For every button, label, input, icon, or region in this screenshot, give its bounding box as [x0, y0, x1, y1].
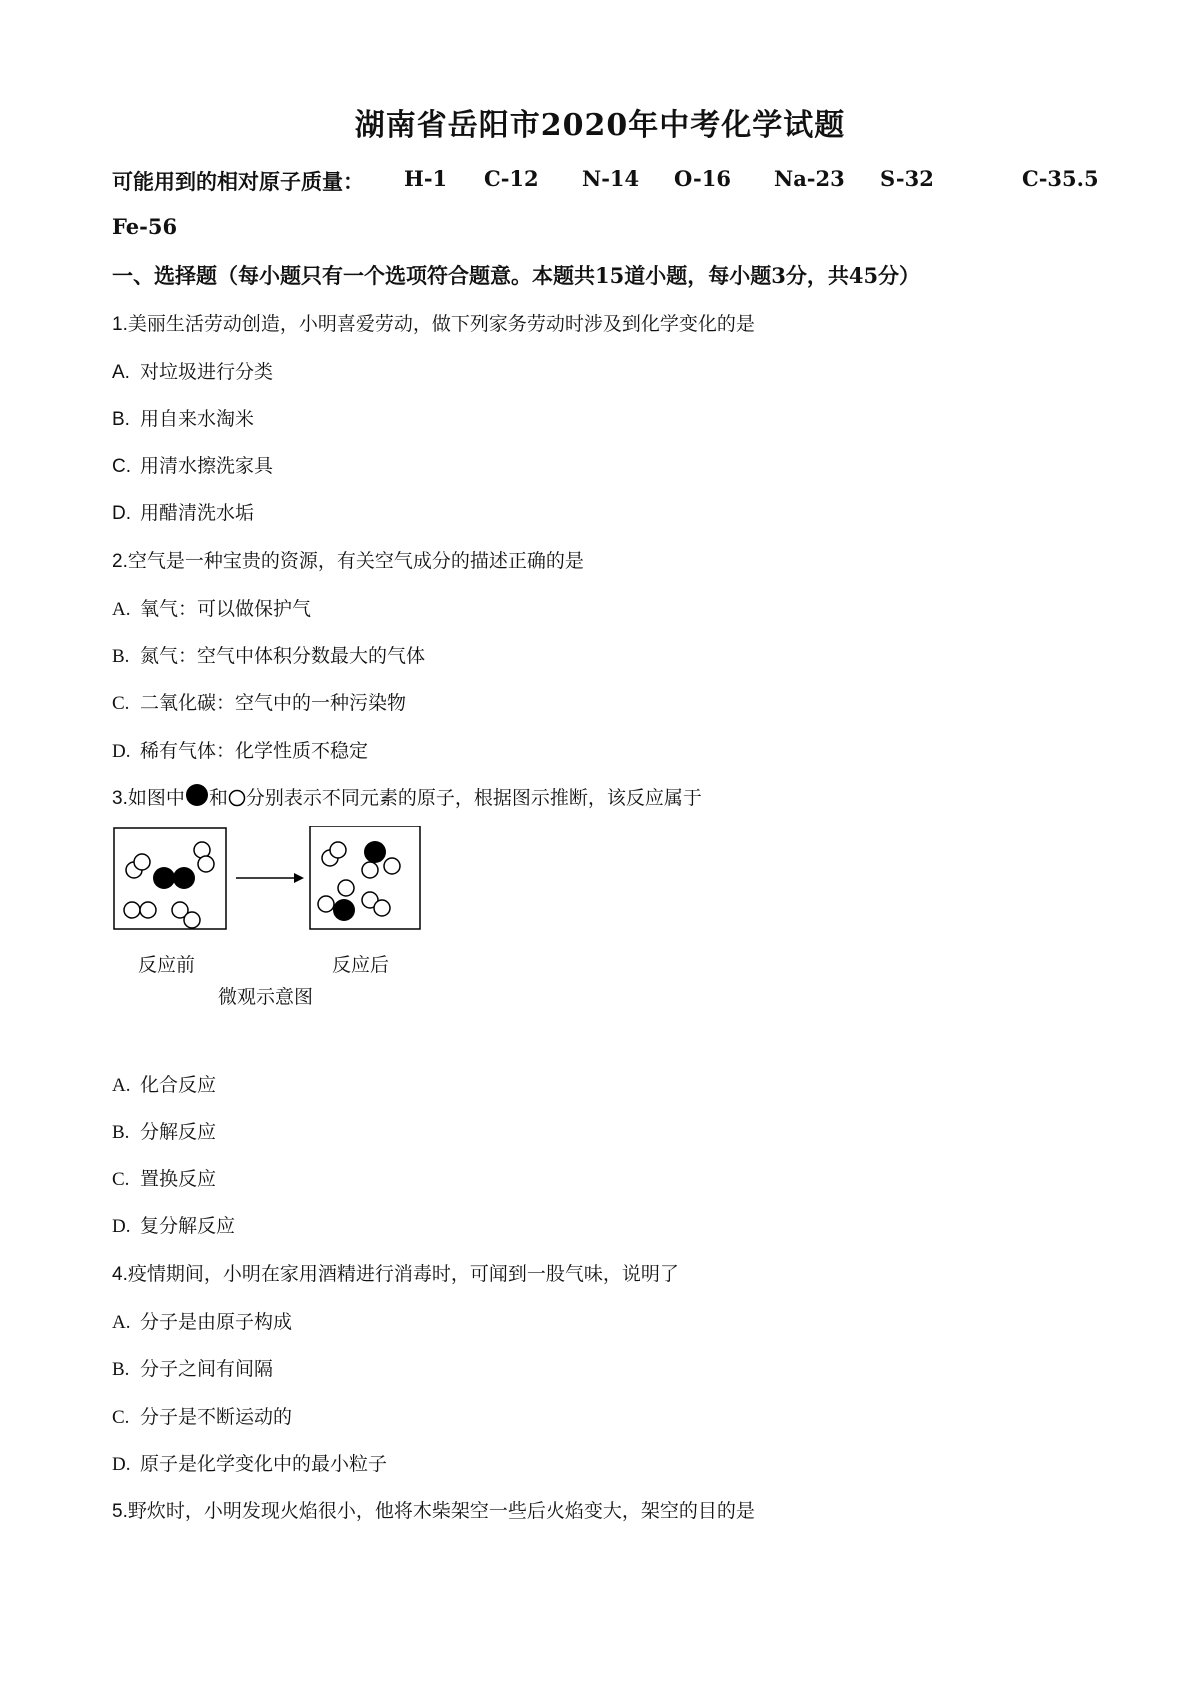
white-atom [124, 902, 140, 918]
question-1 [112, 309, 755, 336]
option-text: 分子是不断运动的 [140, 1406, 293, 1428]
atomic-mass-item: C-12 [484, 166, 539, 191]
white-atom [134, 854, 150, 870]
atomic-mass-label: 可能用到的相对原子质量： [112, 169, 364, 194]
question-number: 4. [112, 1264, 128, 1285]
atomic-mass-item: Fe-56 [112, 214, 178, 239]
option-label: B. [112, 646, 130, 667]
option-b[interactable] [112, 404, 254, 431]
option-label: B. [112, 1122, 130, 1143]
option-a[interactable] [112, 1307, 292, 1334]
question-text: 美丽生活劳动创造，小明喜爱劳动，做下列家务劳动时涉及到化学变化的是 [127, 313, 755, 335]
option-label: D. [112, 741, 131, 762]
option-label: A. [112, 362, 130, 383]
question-text: 和 [208, 787, 228, 809]
arrow-head [294, 873, 304, 883]
question-number: 3. [112, 788, 128, 809]
white-atom-icon [228, 789, 246, 807]
option-b[interactable] [112, 641, 425, 668]
black-atom [153, 867, 175, 889]
white-atom [198, 856, 214, 872]
white-atom [330, 842, 346, 858]
atomic-mass-item: H-1 [404, 166, 448, 191]
option-text: 原子是化学变化中的最小粒子 [140, 1453, 388, 1475]
figure-caption: 微观示意图 [218, 987, 314, 1008]
option-c[interactable] [112, 1402, 292, 1429]
option-c[interactable] [112, 688, 406, 715]
option-text: 分解反应 [140, 1121, 217, 1143]
black-atom [173, 867, 195, 889]
option-text: 对垃圾进行分类 [140, 361, 274, 383]
page-title: 湖南省岳阳市2020年中考化学试题 [354, 108, 846, 143]
before-label: 反应前 [138, 955, 196, 976]
option-label: B. [112, 409, 130, 430]
question-number: 5. [112, 1501, 128, 1522]
white-atom [374, 900, 390, 916]
white-atom [318, 896, 334, 912]
question-4 [112, 1259, 679, 1286]
question-text: 野炊时，小明发现火焰很小，他将木柴架空一些后火焰变大，架空的目的是 [127, 1500, 755, 1522]
option-a[interactable] [112, 357, 273, 384]
option-d[interactable] [112, 736, 368, 763]
option-text: 化合反应 [140, 1074, 217, 1096]
white-atom [384, 858, 400, 874]
atomic-mass-item: S-32 [880, 166, 934, 191]
black-atom [364, 841, 386, 863]
white-atom [338, 880, 354, 896]
question-number: 1. [112, 314, 128, 335]
option-label: C. [112, 1407, 130, 1428]
option-label: A. [112, 1075, 131, 1096]
option-label: C. [112, 1169, 130, 1190]
question-text: 分别表示不同元素的原子，根据图示推断，该反应属于 [245, 787, 702, 809]
option-label: D. [112, 1454, 131, 1475]
option-text: 氧气：可以做保护气 [140, 598, 312, 620]
option-label: D. [112, 503, 131, 524]
option-a[interactable] [112, 594, 311, 621]
reaction-diagram [112, 826, 432, 936]
option-d[interactable] [112, 1449, 387, 1476]
question-5 [112, 1496, 755, 1523]
white-atom [184, 912, 200, 928]
option-label: A. [112, 1312, 131, 1333]
question-number: 2. [112, 551, 128, 572]
option-text: 用醋清洗水垢 [140, 502, 255, 524]
question-text: 空气是一种宝贵的资源，有关空气成分的描述正确的是 [127, 550, 584, 572]
option-text: 氮气：空气中体积分数最大的气体 [140, 645, 426, 667]
option-d[interactable] [112, 498, 254, 525]
option-label: C. [112, 693, 130, 714]
question-2 [112, 546, 584, 573]
question-text: 疫情期间，小明在家用酒精进行消毒时，可闻到一股气味，说明了 [127, 1263, 679, 1285]
white-atom [140, 902, 156, 918]
option-text: 稀有气体：化学性质不稳定 [140, 740, 369, 762]
atomic-mass-item: Na-23 [774, 166, 845, 191]
option-c[interactable] [112, 451, 273, 478]
option-a[interactable] [112, 1070, 216, 1097]
question-text: 如图中 [127, 787, 185, 809]
option-text: 用清水擦洗家具 [140, 455, 274, 477]
option-text: 复分解反应 [140, 1215, 236, 1237]
atomic-mass-item: O-16 [674, 166, 732, 191]
option-b[interactable] [112, 1117, 216, 1144]
option-label: C. [112, 456, 131, 477]
atomic-mass-item: N-14 [582, 166, 640, 191]
option-label: D. [112, 1216, 131, 1237]
section-heading: 一、选择题（每小题只有一个选项符合题意。本题共15道小题，每小题3分，共45分） [112, 263, 921, 288]
option-label: A. [112, 599, 131, 620]
option-text: 置换反应 [140, 1168, 217, 1190]
option-b[interactable] [112, 1354, 273, 1381]
black-atom-icon [185, 783, 209, 807]
option-c[interactable] [112, 1164, 216, 1191]
black-atom [333, 899, 355, 921]
question-3 [112, 783, 702, 810]
option-d[interactable] [112, 1211, 235, 1238]
option-label: B. [112, 1359, 130, 1380]
option-text: 分子是由原子构成 [140, 1311, 293, 1333]
white-atom [362, 862, 378, 878]
atomic-mass-item: C-35.5 [1022, 166, 1099, 191]
after-label: 反应后 [332, 955, 390, 976]
option-text: 二氧化碳：空气中的一种污染物 [140, 692, 407, 714]
option-text: 用自来水淘米 [140, 408, 255, 430]
after-box [310, 826, 420, 929]
option-text: 分子之间有间隔 [140, 1358, 274, 1380]
